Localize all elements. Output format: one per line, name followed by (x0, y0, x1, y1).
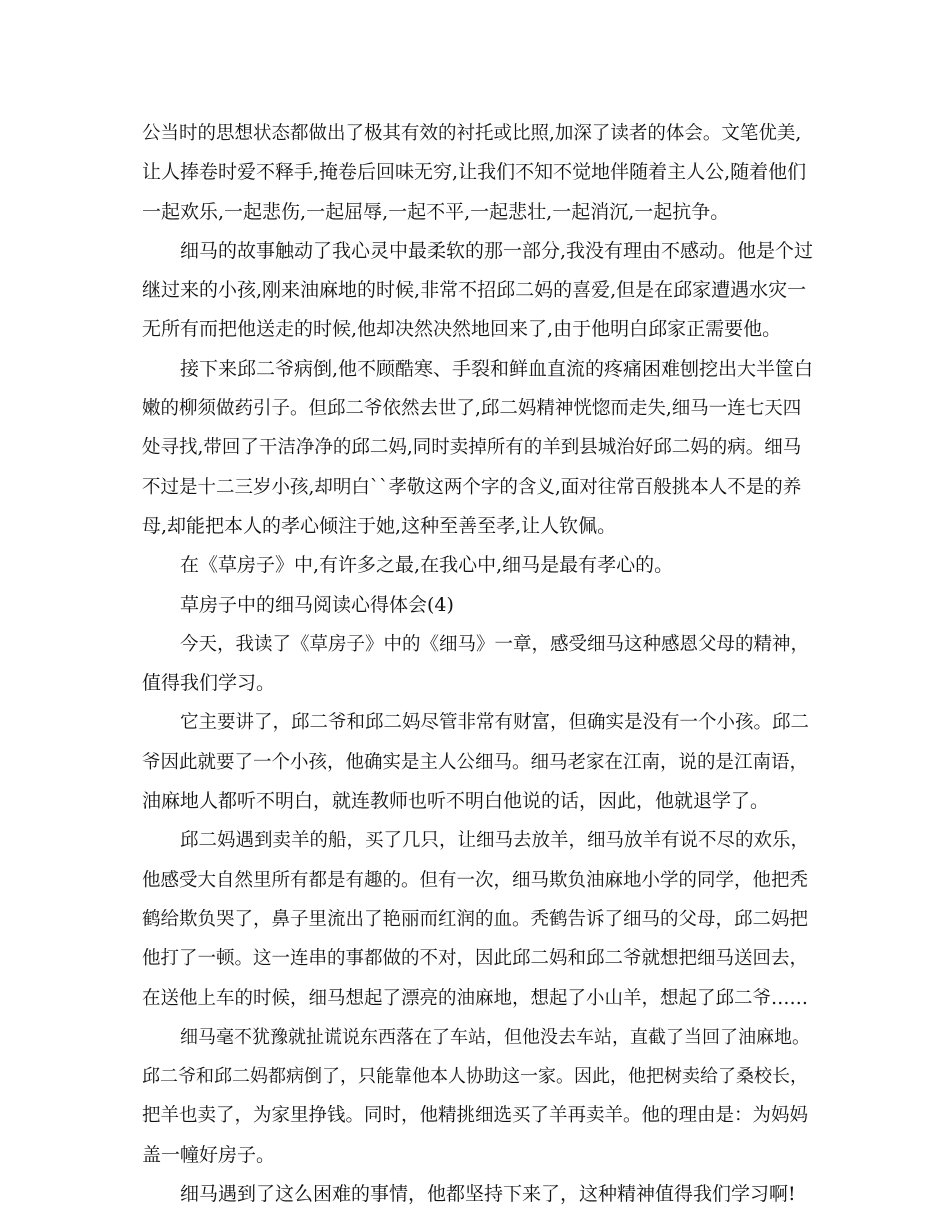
text-line: 邱二爷和邱二妈都病倒了，只能靠他本人协助这一家。因此，他把树卖给了桑校长， (142, 1066, 808, 1088)
text-line: 值得我们学习。 (142, 672, 276, 695)
text-line: 不过是十二三岁小孩,却明白``孝敬这两个字的含义,面对往常百般挑本人不是的养 (142, 476, 802, 498)
text-line: 他感受大自然里所有都是有趣的。但有一次，细马欺负油麻地小学的同学，他把秃 (142, 869, 809, 891)
text-line: 细马毫不犹豫就扯谎说东西落在了车站，但他没去车站，直截了当回了油麻地。 (180, 1026, 810, 1048)
text-line: 爷因此就要了一个小孩，他确实是主人公细马。细马老家在江南，说的是江南语， (142, 751, 809, 773)
text-line: 细马遇到了这么困难的事情，他都坚持下来了，这种精神值得我们学习啊! (180, 1183, 796, 1206)
text-line: 一起欢乐,一起悲伤,一起屈辱,一起不平,一起悲壮,一起消沉,一起抗争。 (142, 200, 730, 223)
text-line: 油麻地人都听不明白，就连教师也听不明白他说的话，因此，他就退学了。 (142, 790, 770, 813)
text-line: 在送他上车的时候，细马想起了漂亮的油麻地，想起了小山羊，想起了邱二爷…… (142, 987, 809, 1009)
text-line: 他打了一顿。这一连串的事都做的不对，因此邱二妈和邱二爷就想把细马送回去， (142, 948, 809, 970)
text-line: 无所有而把他送走的时候,他却决然决然地回来了,由于他明白邱家正需要他。 (142, 318, 782, 341)
text-line: 今天，我读了《草房子》中的《细马》一章，感受细马这种感恩父母的精神， (180, 633, 810, 655)
text-line: 鹤给欺负哭了，鼻子里流出了艳丽而红润的血。秃鹤告诉了细马的父母，邱二妈把 (142, 908, 809, 930)
text-line: 在《草房子》中,有许多之最,在我心中,细马是最有孝心的。 (180, 554, 674, 577)
document-page (142, 114, 814, 1214)
text-line: 细马的故事触动了我心灵中最柔软的那一部分,我没有理由不感动。他是个过 (180, 239, 814, 262)
text-line: 草房子中的细马阅读心得体会(4) (180, 593, 454, 616)
text-line: 让人捧卷时爱不释手,掩卷后回味无穷,让我们不知不觉地伴随着主人公,随着他们 (142, 161, 807, 184)
text-line: 嫩的柳须做药引子。但邱二爷依然去世了,邱二妈精神恍惚而走失,细马一连七天四 (142, 398, 802, 420)
text-line: 盖一幢好房子。 (142, 1143, 276, 1166)
text-line: 处寻找,带回了干洁净净的邱二妈,同时卖掉所有的羊到县城治好邱二妈的病。细马 (142, 437, 802, 459)
text-line: 邱二妈遇到卖羊的船，买了几只，让细马去放羊，细马放羊有说不尽的欢乐， (180, 830, 810, 852)
text-line: 它主要讲了，邱二爷和邱二妈尽管非常有财富，但确实是没有一个小孩。邱二 (180, 712, 810, 734)
text-line: 公当时的思想状态都做出了极其有效的衬托或比照,加深了读者的体会。文笔优美, (142, 123, 802, 144)
text-line: 接下来邱二爷病倒,他不顾酷寒、手裂和鲜血直流的疼痛困难刨挖出大半筐白 (180, 357, 814, 380)
text-line: 继过来的小孩,刚来油麻地的时候,非常不招邱二妈的喜爱,但是在邱家遭遇水灾一 (142, 279, 807, 302)
text-line: 把羊也卖了，为家里挣钱。同时，他精挑细选买了羊再卖羊。他的理由是：为妈妈 (142, 1105, 809, 1127)
text-line: 母,却能把本人的孝心倾注于她,这种至善至孝,让人钦佩。 (142, 514, 617, 537)
